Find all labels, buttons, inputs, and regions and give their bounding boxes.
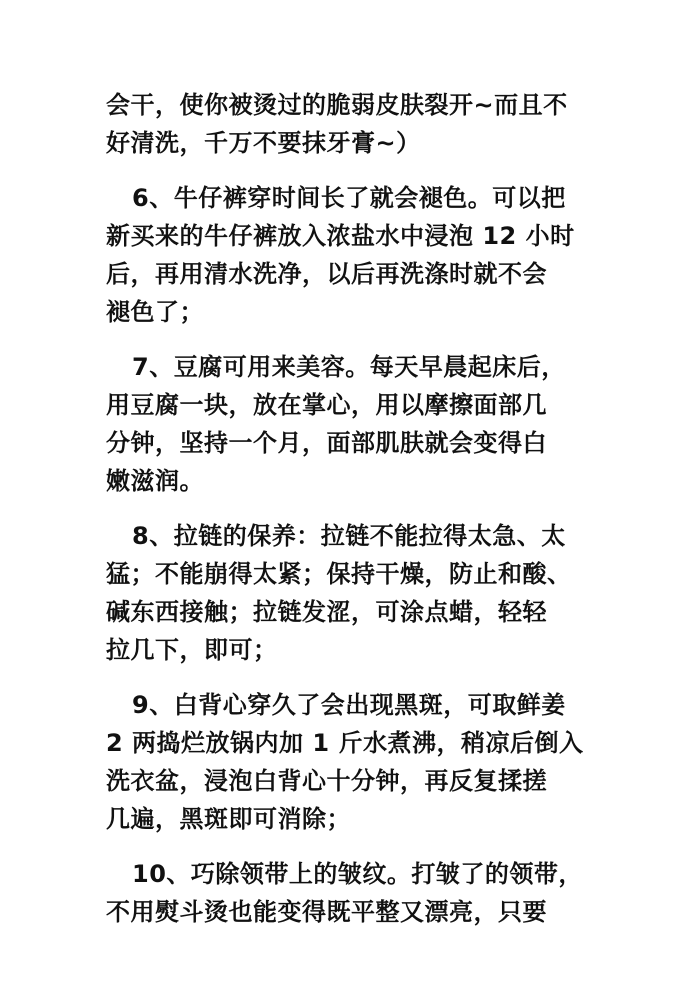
text-line: 嫩滋润。 <box>106 467 204 495</box>
text-line: 褪色了； <box>106 298 204 326</box>
text-line: 会干，使你被烫过的脆弱皮肤裂开~而且不 <box>106 91 568 119</box>
text-line: 10、巧除领带上的皱纹。打皱了的领带， <box>132 860 583 888</box>
text-line: 猛；不能崩得太紧；保持干燥，防止和酸、 <box>106 560 572 588</box>
paragraph-tip-9 <box>106 686 586 838</box>
text-line: 7、豆腐可用来美容。每天早晨起床后， <box>132 353 566 381</box>
text-line: 2 两捣烂放锅内加 1 斤水煮沸，稍凉后倒入 <box>106 729 584 757</box>
text-line: 6、牛仔裤穿时间长了就会褪色。可以把 <box>132 184 566 212</box>
text-line: 分钟，坚持一个月，面部肌肤就会变得白 <box>106 429 547 457</box>
paragraph-tip-8 <box>106 517 586 669</box>
text-line: 洗衣盆，浸泡白背心十分钟，再反复揉搓 <box>106 767 547 795</box>
paragraph-tip-7 <box>106 348 586 500</box>
paragraph-tip-6 <box>106 179 586 331</box>
text-line: 9、白背心穿久了会出现黑斑，可取鲜姜 <box>132 691 566 719</box>
paragraph-continuation <box>106 86 586 162</box>
text-line: 几遍，黑斑即可消除； <box>106 805 351 833</box>
text-line: 碱东西接触；拉链发涩，可涂点蜡，轻轻 <box>106 598 547 626</box>
text-line: 不用熨斗烫也能变得既平整又漂亮，只要 <box>106 898 547 926</box>
text-line: 8、拉链的保养：拉链不能拉得太急、太 <box>132 522 566 550</box>
paragraph-tip-10 <box>106 855 586 931</box>
document-body <box>106 86 586 948</box>
text-line: 后，再用清水洗净，以后再洗涤时就不会 <box>106 260 547 288</box>
text-line: 拉几下，即可； <box>106 636 278 664</box>
text-line: 新买来的牛仔裤放入浓盐水中浸泡 12 小时 <box>106 222 575 250</box>
text-line: 好清洗，千万不要抹牙膏~） <box>106 129 421 157</box>
text-line: 用豆腐一块，放在掌心，用以摩擦面部几 <box>106 391 547 419</box>
